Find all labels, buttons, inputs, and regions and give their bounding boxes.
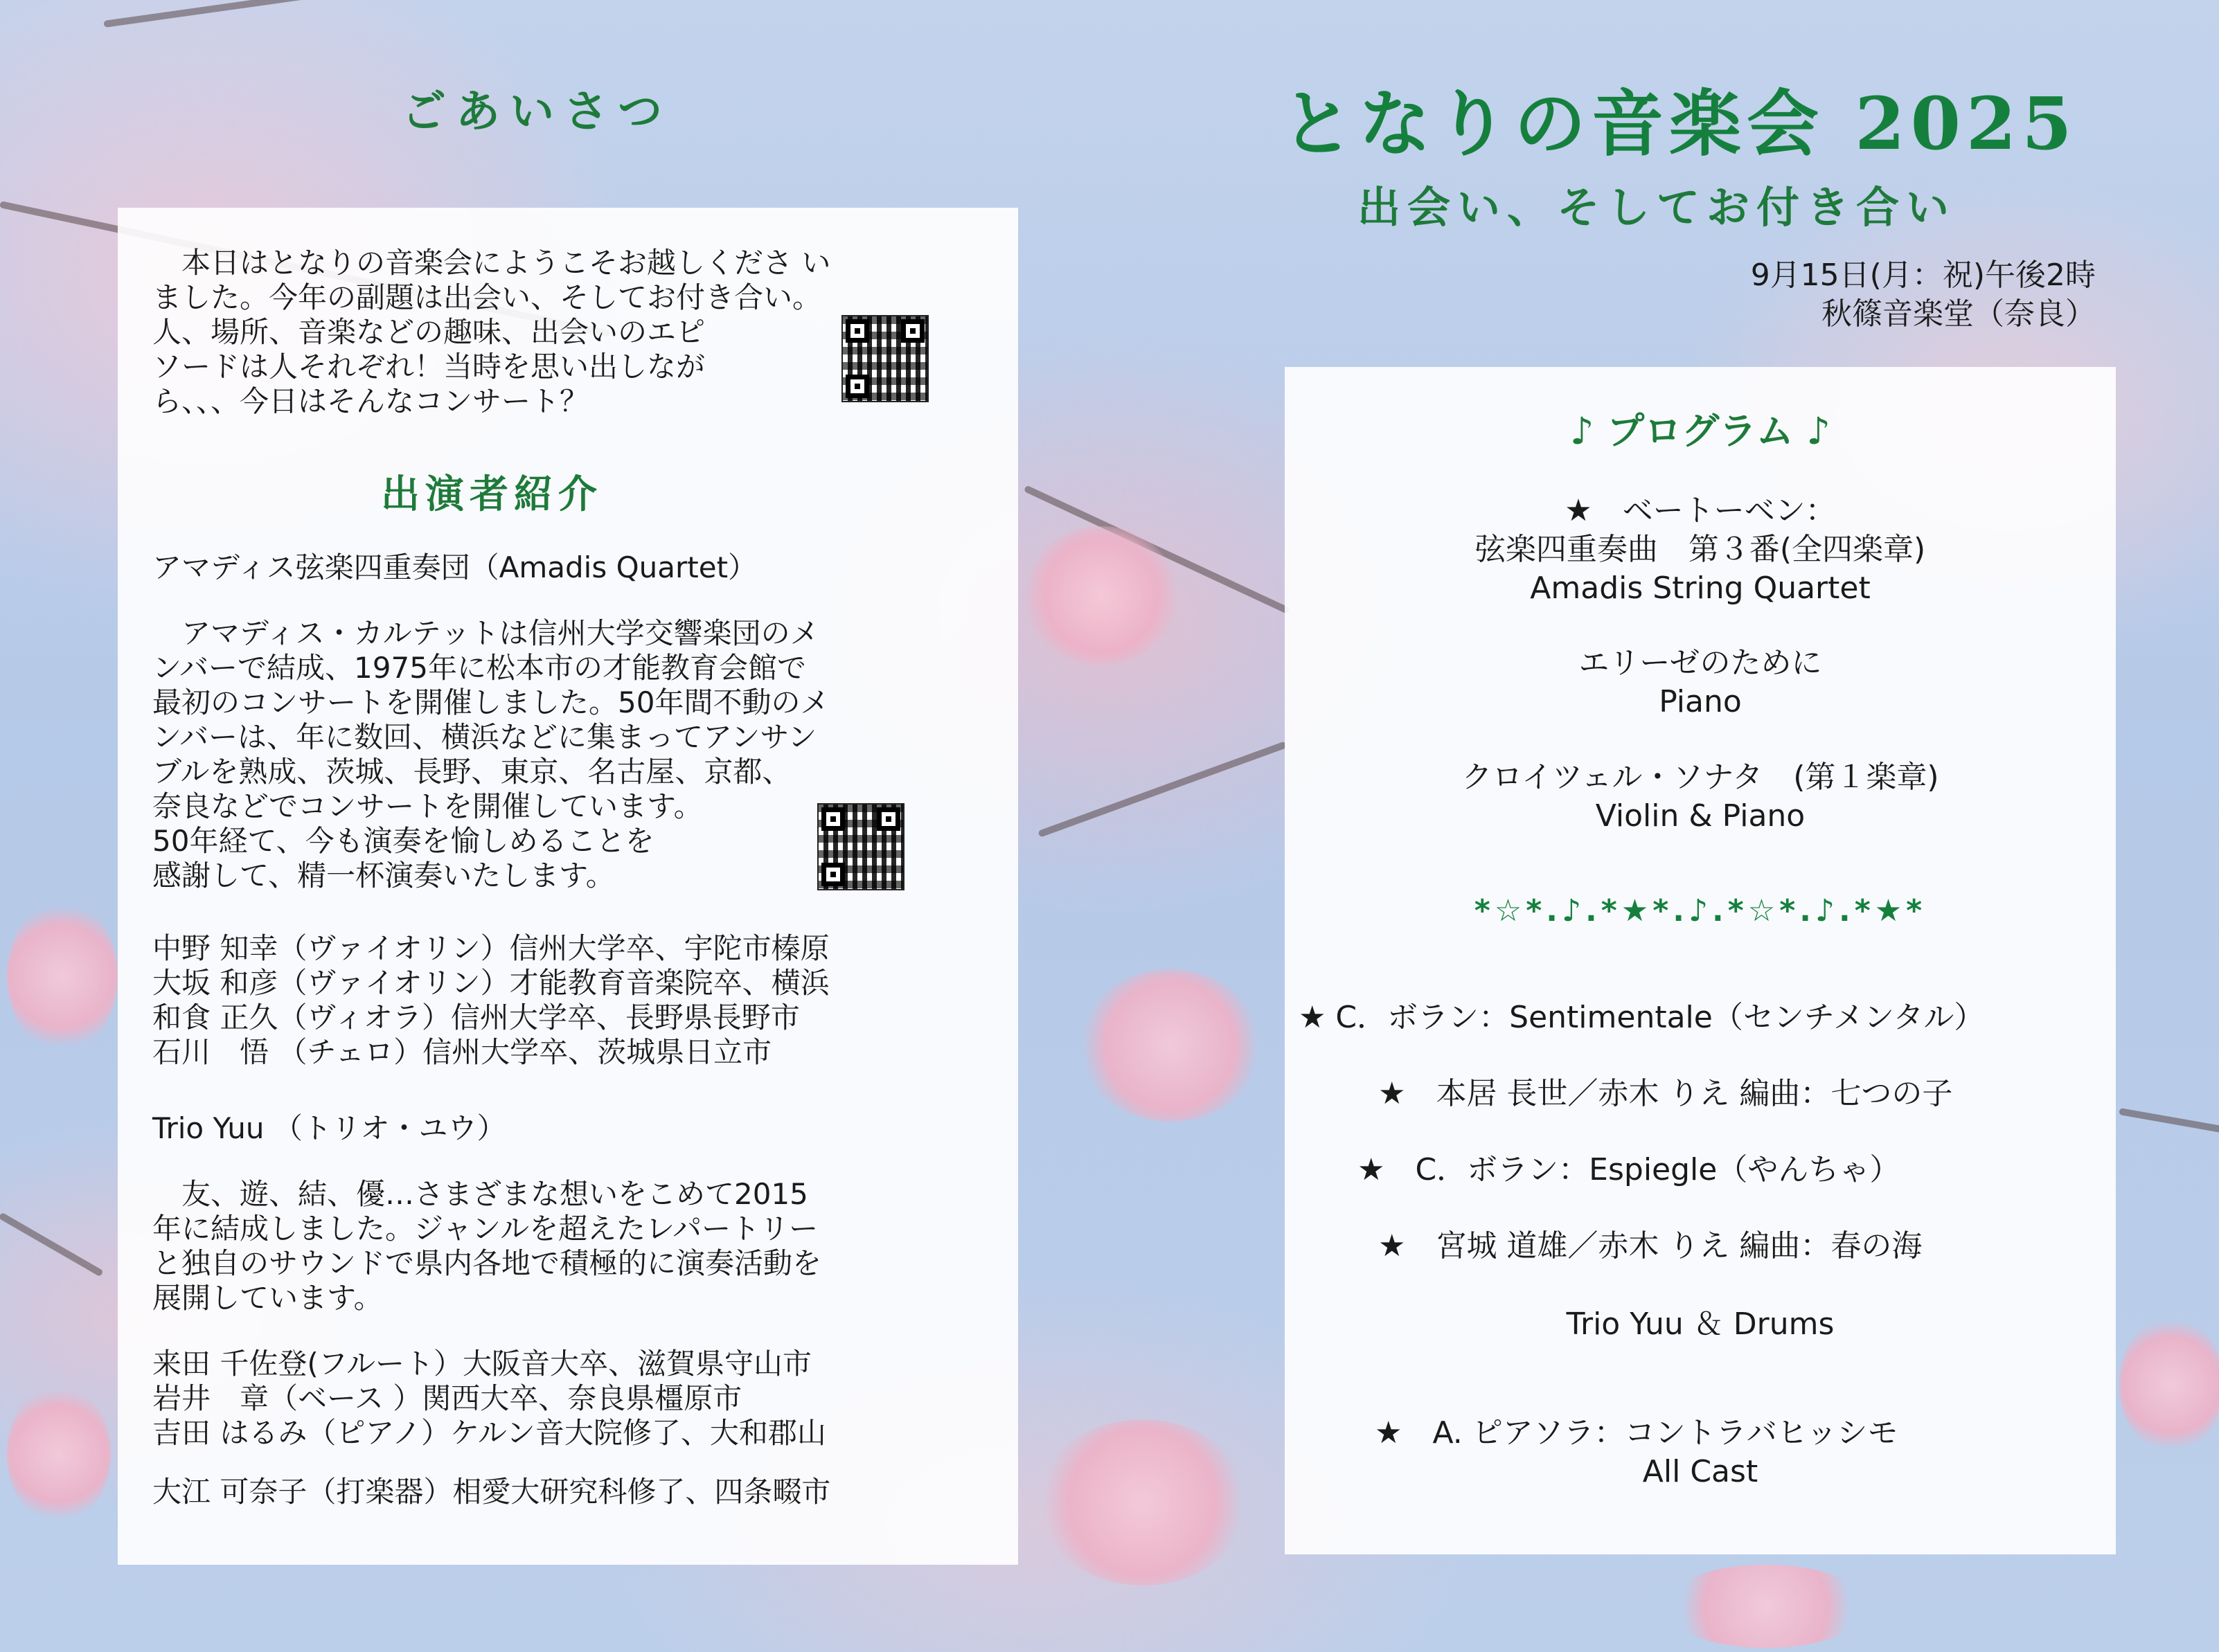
blossom xyxy=(1039,1419,1247,1586)
program-item-8-performer: All Cast xyxy=(1642,1454,1758,1489)
program-item-5: ★ 本居 長世／赤木 りえ 編曲：七つの子 xyxy=(1378,1076,1953,1111)
program-panel xyxy=(1285,367,2116,1554)
page-title: となりの音楽会 2025 xyxy=(1281,81,2078,166)
amadis-members: 中野 知幸（ヴァイオリン）信州大学卒、宇陀市榛原 大坂 和彦（ヴァイオリン）才能教育音楽院卒、横浜 和食 正久（ヴィオラ）信州大学卒、長野県長野市 石川 悟 （チェロ）信州大学卒、茨城県日立市 xyxy=(152,931,830,1069)
blossom xyxy=(7,900,118,1052)
program-item-3-work: クロイツェル・ソナタ (第１楽章) xyxy=(1461,760,1939,795)
program-item-1-performer: Amadis String Quartet xyxy=(1530,571,1871,606)
blossom xyxy=(7,1385,111,1523)
intro-text: 本日はとなりの音楽会にようこそお越しくださ い ました。今年の副題は出会い、そしてお付き合い。 人、場所、音楽などの趣味、出会いのエピ ソードは人それぞれ！当時を思い出しなが ら、、、今日はそんなコンサート？ xyxy=(152,246,831,418)
branch xyxy=(0,1212,104,1277)
greeting-panel xyxy=(118,208,1018,1565)
blossom xyxy=(2119,1316,2219,1454)
program-item-2-performer: Piano xyxy=(1659,684,1742,719)
program-divider: *☆*.♪.*★*.♪.*☆*.♪.*★* xyxy=(1474,893,1927,928)
trio-members: 来田 千佐登(フルート）大阪音大卒、滋賀県守山市 岩井 章（ベース ）関西大卒、奈良県橿原市 吉田 はるみ（ピアノ）ケルン音大院修了、大和郡山 xyxy=(152,1347,826,1450)
amadis-description: アマディス・カルテットは信州大学交響楽団のメ ンバーで結成、1975年に松本市の才能教育会館で 最初のコンサートを開催しました。50年間不動のメ ンバーは、年に数回、横浜などに集まってアンサン ブルを熟成、茨城、長野、東京、名古屋、京都、 奈良などでコンサートを開催しています。 50年経て、今も演奏を愉しめることを 感謝して、精一杯演奏いたします。 xyxy=(152,616,830,892)
blossom xyxy=(1080,969,1260,1122)
blossom xyxy=(1662,1565,1870,1648)
subtitle: 出会い、そしてお付き合い xyxy=(1357,182,1957,233)
greeting-title: ごあいさつ xyxy=(402,86,672,138)
event-date: 9月15日(月：祝)午後2時 xyxy=(1750,258,2096,293)
program-item-3-performer: Violin & Piano xyxy=(1595,798,1806,834)
blossom xyxy=(1025,526,1177,665)
qr-code-icon[interactable] xyxy=(817,803,904,890)
program-item-4: ★ C．ボラン：Sentimentale（センチメンタル） xyxy=(1299,1000,1985,1035)
event-info xyxy=(1751,256,2096,334)
program-item-1-work: 弦楽四重奏曲 第３番(全四楽章) xyxy=(1474,532,1926,567)
event-venue: 秋篠音楽堂（奈良） xyxy=(1821,296,2096,332)
program-item-2-work: エリーゼのために xyxy=(1578,645,1822,681)
qr-code-icon[interactable] xyxy=(841,315,929,402)
percussion-member: 大江 可奈子（打楽器）相愛大研究科修了、四条畷市 xyxy=(152,1475,831,1509)
program-item-6: ★ C．ボラン：Espiegle（やんちゃ） xyxy=(1357,1152,1900,1187)
performers-heading: 出演者紹介 xyxy=(381,472,603,517)
branch xyxy=(1037,741,1287,837)
trio-name: Trio Yuu （トリオ・ユウ） xyxy=(152,1111,506,1145)
amadis-name: アマディス弦楽四重奏団（Amadis Quartet） xyxy=(152,550,758,584)
program-item-1-title: ★ ベートーベン： xyxy=(1565,493,1836,528)
program-item-8: ★ A. ピアソラ：コントラバヒッシモ xyxy=(1375,1415,1898,1451)
program-item-7-performer: Trio Yuu ＆ Drums xyxy=(1566,1307,1835,1342)
program-item-7: ★ 宮城 道雄／赤木 りえ 編曲：春の海 xyxy=(1378,1228,1923,1264)
trio-description: 友、遊、結、優…さまざまな想いをこめて2015 年に結成しました。ジャンルを超えたレパートリー と独自のサウンドで県内各地で積極的に演奏活動を 展開しています。 xyxy=(152,1177,822,1315)
program-heading: ♪ プログラム ♪ xyxy=(1570,409,1830,453)
branch xyxy=(103,0,585,28)
branch xyxy=(2119,1108,2219,1134)
